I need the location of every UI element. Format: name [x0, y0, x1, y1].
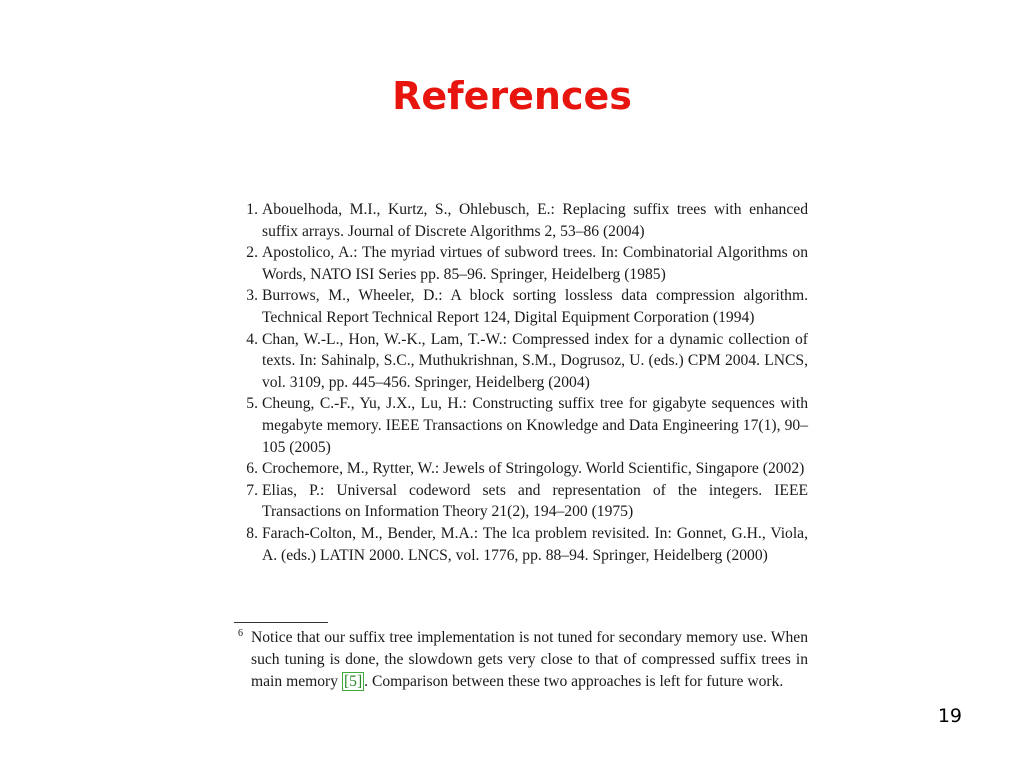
- reference-item: [238, 285, 808, 328]
- reference-item: [238, 199, 808, 242]
- reference-text: Abouelhoda, M.I., Kurtz, S., Ohlebusch, E.: Replacing suffix trees with enhanced suffix arrays. Journal of Discrete Algorithms 2, 53–86 (2004): [262, 201, 808, 240]
- reference-text: Burrows, M., Wheeler, D.: A block sorting lossless data compression algorithm. Technical Report Technical Report 124, Digital Equipment Corporation (1994): [262, 287, 808, 326]
- reference-text: Apostolico, A.: The myriad virtues of subword trees. In: Combinatorial Algorithms on Words, NATO ISI Series pp. 85–96. Springer, Heidelberg (1985): [262, 244, 808, 283]
- reference-number: 1.: [246, 201, 258, 218]
- reference-item: [238, 329, 808, 394]
- reference-number: 6.: [246, 460, 258, 478]
- footnote-text-after: . Comparison between these two approaches is left for future work.: [364, 672, 784, 690]
- references-list: [238, 199, 808, 566]
- reference-text: Crochemore, M., Rytter, W.: Jewels of Stringology. World Scientific, Singapore (2002): [262, 460, 805, 478]
- reference-item: [238, 523, 808, 566]
- slide-title: References: [392, 74, 632, 118]
- reference-number: 2.: [246, 244, 258, 262]
- reference-item: [238, 393, 808, 458]
- footnote-divider: [234, 622, 328, 623]
- reference-item: [238, 242, 808, 285]
- footnote-text-before: Notice that our suffix tree implementation is not tuned for secondary memory use. When such tuning is done, the slowdown gets very close to that of compressed suffix trees in main memory: [251, 629, 808, 690]
- reference-number: 7.: [246, 481, 258, 499]
- reference-number: 5.: [246, 395, 258, 413]
- reference-text: Elias, P.: Universal codeword sets and representation of the integers. IEEE Transactions on Information Theory 21(2), 194–200 (1975): [262, 481, 808, 521]
- reference-number: 3.: [246, 287, 258, 305]
- reference-number: 4.: [246, 330, 258, 348]
- reference-number: 8.: [246, 524, 258, 542]
- reference-item: [238, 480, 808, 523]
- footnote-mark: 6: [238, 628, 243, 639]
- footnote-body: [238, 627, 808, 692]
- page-number: 19: [937, 705, 962, 727]
- reference-item: [238, 458, 808, 480]
- reference-text: Chan, W.-L., Hon, W.-K., Lam, T.-W.: Compressed index for a dynamic collection of texts. In: Sahinalp, S.C., Muthukrishnan, S.M., Dogrusoz, U. (eds.) CPM 2004. LNCS, vol. 3109, pp. 445–456. Springer, Heidelberg (2004): [262, 330, 808, 391]
- footnote: [238, 627, 808, 692]
- reference-text: Cheung, C.-F., Yu, J.X., Lu, H.: Constructing suffix tree for gigabyte sequences with megabyte memory. IEEE Transactions on Knowledge and Data Engineering 17(1), 90–105 (2005): [262, 395, 808, 456]
- citation-link[interactable]: [5]: [343, 672, 363, 690]
- reference-text: Farach-Colton, M., Bender, M.A.: The lca problem revisited. In: Gonnet, G.H., Viola, A. (eds.) LATIN 2000. LNCS, vol. 1776, pp. 88–94. Springer, Heidelberg (2000): [262, 524, 808, 564]
